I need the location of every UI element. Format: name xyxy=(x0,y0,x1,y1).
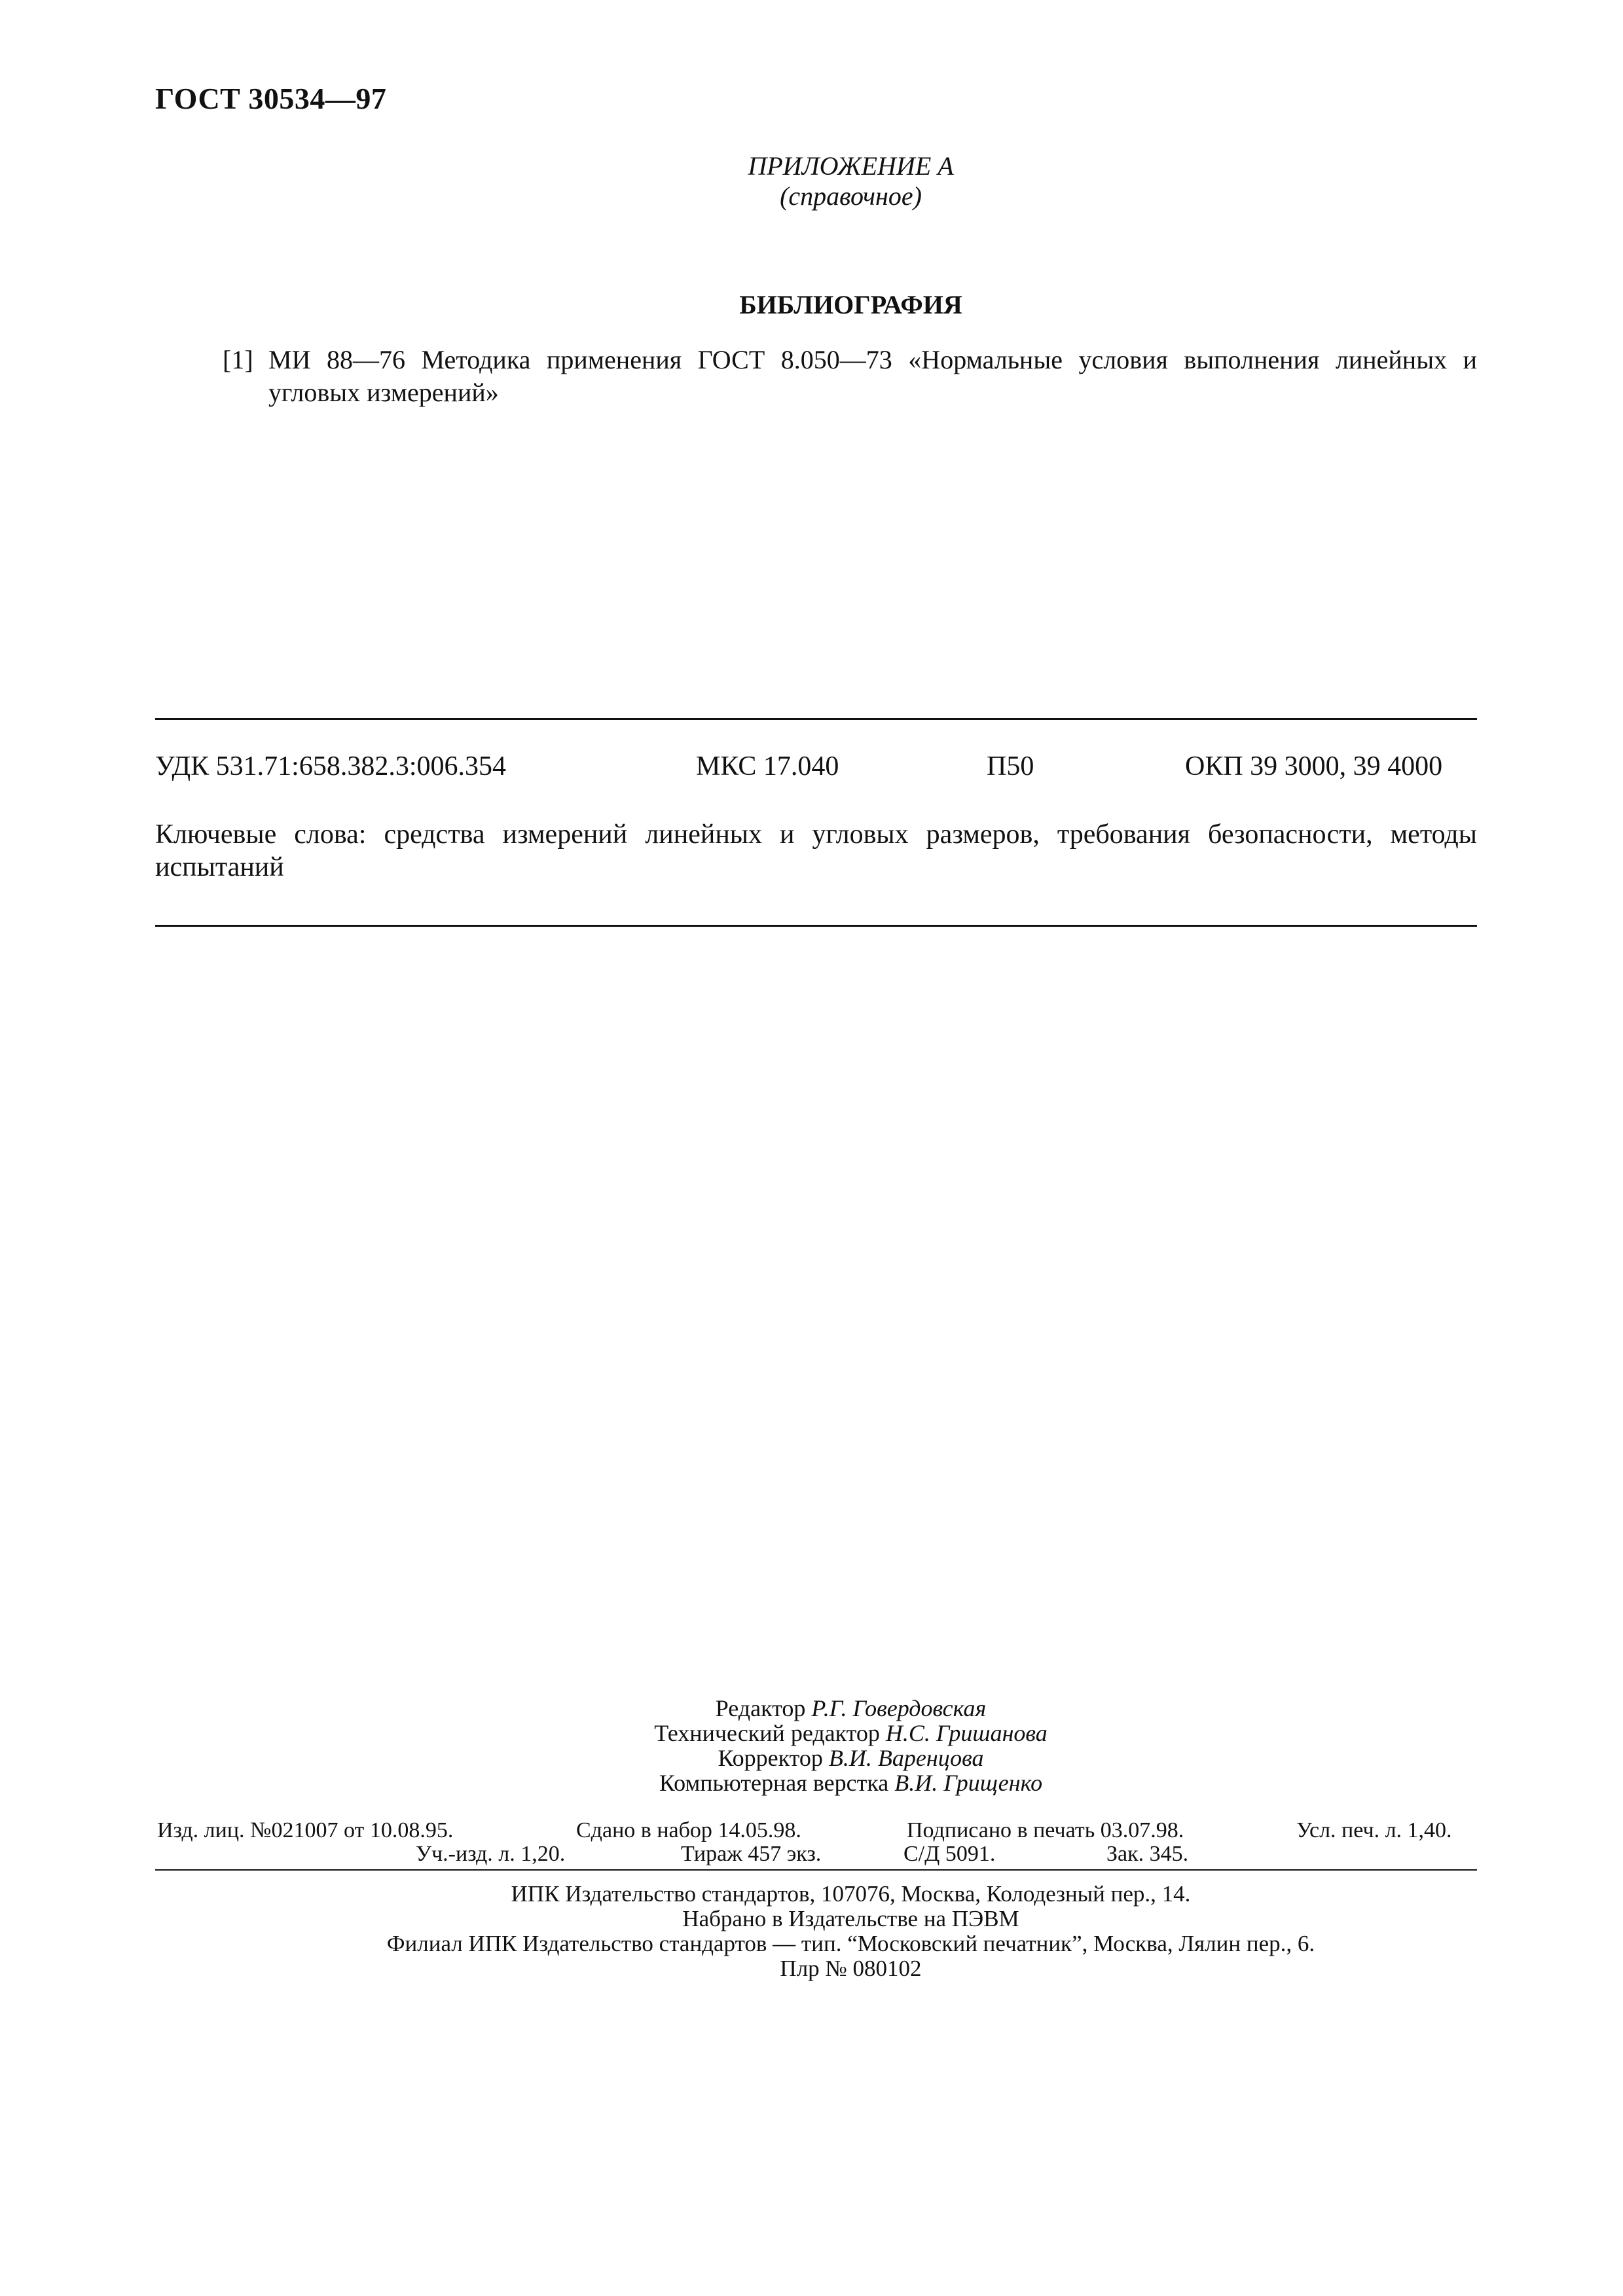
okp-code: ОКП 39 3000, 39 4000 xyxy=(1185,751,1443,781)
publisher-line-3: Филиал ИПК Издательство стандартов — тип. “Московский печатник”, Москва, Лялин пер., 6. xyxy=(386,1931,1315,1956)
bibliography-title: БИБЛИОГРАФИЯ xyxy=(739,290,962,319)
imprint-order: Зак. 345. xyxy=(1106,1842,1189,1866)
credit-role: Корректор xyxy=(718,1745,823,1771)
credit-name: Р.Г. Говердовская xyxy=(811,1695,987,1721)
credit-editor xyxy=(39,1695,1623,1721)
udk-code: УДК 531.71:658.382.3:006.354 xyxy=(155,751,506,781)
credit-role: Редактор xyxy=(715,1695,806,1721)
divider-top xyxy=(155,718,1477,720)
publisher-line-2: Набрано в Издательстве на ПЭВМ xyxy=(682,1906,1019,1931)
credit-role: Технический редактор xyxy=(654,1720,880,1746)
credit-role: Компьютерная верстка xyxy=(659,1770,889,1796)
imprint-publisher-sheets: Уч.-изд. л. 1,20. xyxy=(416,1842,566,1866)
credit-layout xyxy=(39,1770,1623,1796)
imprint-print-run: Тираж 457 экз. xyxy=(681,1842,822,1866)
imprint-sd: С/Д 5091. xyxy=(903,1842,996,1866)
appendix-title: ПРИЛОЖЕНИЕ А xyxy=(748,151,954,181)
credit-tech-editor xyxy=(39,1720,1623,1746)
divider-bottom xyxy=(155,925,1477,927)
publisher-line-1: ИПК Издательство стандартов, 107076, Москва, Колодезный пер., 14. xyxy=(511,1881,1191,1907)
appendix-subtitle: (справочное) xyxy=(780,181,922,211)
mks-code: МКС 17.040 xyxy=(696,751,839,781)
bibliography-entry-number: [1] xyxy=(223,345,253,374)
credit-name: В.И. Варенцова xyxy=(828,1745,984,1771)
keywords: Ключевые слова: средства измерений линейных и угловых размеров, требования безопасности, методы испытаний xyxy=(155,819,1477,882)
imprint-print-date: Подписано в печать 03.07.98. xyxy=(907,1818,1184,1842)
credit-name: В.И. Грищенко xyxy=(894,1770,1043,1796)
bibliography-entry-text: МИ 88—76 Методика применения ГОСТ 8.050—73 «Нормальные условия выполнения линейных и угловых измерений» xyxy=(268,345,1477,407)
document-id: ГОСТ 30534—97 xyxy=(155,82,387,115)
credit-name: Н.С. Гришанова xyxy=(885,1720,1048,1746)
credit-proofreader xyxy=(39,1745,1623,1771)
imprint-print-sheets: Усл. печ. л. 1,40. xyxy=(1296,1818,1452,1842)
imprint-typeset-date: Сдано в набор 14.05.98. xyxy=(576,1818,801,1842)
publisher-line-4: Плр № 080102 xyxy=(780,1956,922,1981)
imprint-license: Изд. лиц. №021007 от 10.08.95. xyxy=(157,1818,454,1842)
divider-imprint xyxy=(155,1869,1477,1871)
bibliography-entry xyxy=(223,344,1477,409)
group-code: П50 xyxy=(987,751,1034,781)
